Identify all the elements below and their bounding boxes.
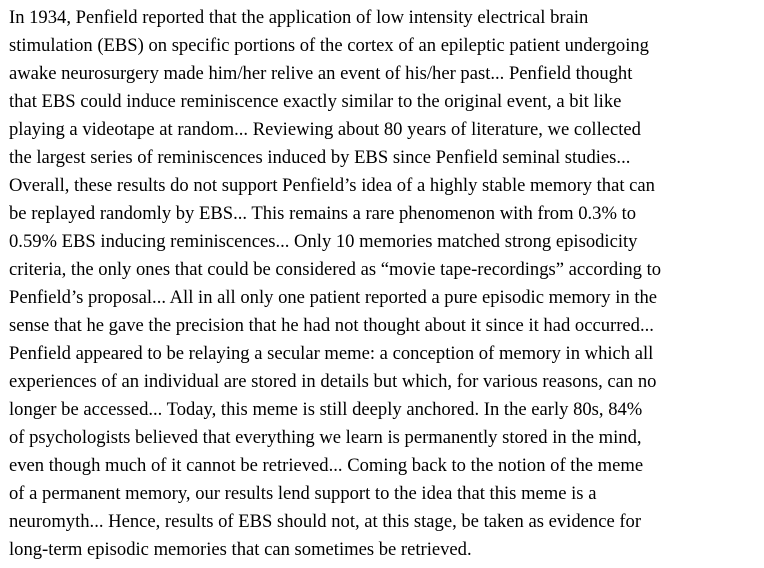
text-line: the largest series of reminiscences induced by EBS since Penfield seminal studies... — [9, 147, 631, 168]
text-line: long-term episodic memories that can sometimes be retrieved. — [9, 539, 472, 560]
text-line: stimulation (EBS) on specific portions of the cortex of an epileptic patient undergoing — [9, 35, 649, 56]
text-line: longer be accessed... Today, this meme is still deeply anchored. In the early 80s, 84% — [9, 399, 643, 420]
text-line: Penfield’s proposal... All in all only one patient reported a pure episodic memory in the — [9, 287, 658, 308]
text-line: of a permanent memory, our results lend support to the idea that this meme is a — [9, 483, 597, 504]
text-line: that EBS could induce reminiscence exactly similar to the original event, a bit like — [9, 91, 622, 112]
text-line: 0.59% EBS inducing reminiscences... Only 10 memories matched strong episodicity — [9, 231, 638, 252]
text-line: criteria, the only ones that could be considered as “movie tape-recordings” according to — [9, 259, 662, 280]
text-line: Overall, these results do not support Penfield’s idea of a highly stable memory that can — [9, 175, 655, 196]
text-line: even though much of it cannot be retrieved... Coming back to the notion of the meme — [9, 455, 644, 476]
text-line: sense that he gave the precision that he had not thought about it since it had occurred... — [9, 315, 654, 336]
text-line: neuromyth... Hence, results of EBS should not, at this stage, be taken as evidence for — [9, 511, 642, 532]
text-line: be replayed randomly by EBS... This remains a rare phenomenon with from 0.3% to — [9, 203, 637, 224]
text-line: Penfield appeared to be relaying a secular meme: a conception of memory in which all — [9, 343, 654, 364]
text-line: awake neurosurgery made him/her relive an event of his/her past... Penfield thought — [9, 63, 633, 84]
text-line: of psychologists believed that everything we learn is permanently stored in the mind, — [9, 427, 642, 448]
text-line: playing a videotape at random... Reviewing about 80 years of literature, we collected — [9, 119, 641, 140]
document-body — [9, 4, 761, 564]
text-line: experiences of an individual are stored in details but which, for various reasons, can no — [9, 371, 657, 392]
text-line: In 1934, Penfield reported that the application of low intensity electrical brain — [9, 7, 589, 28]
